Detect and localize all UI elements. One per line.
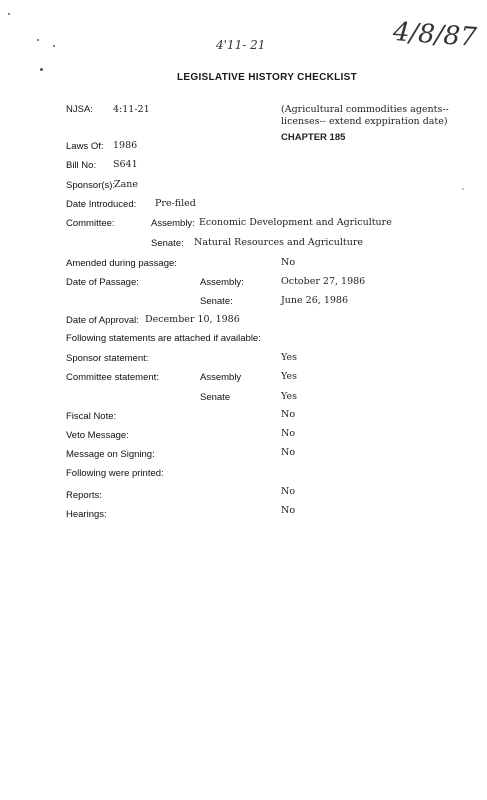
sponsor-statement-value: Yes	[281, 352, 297, 363]
committee-statement-assembly-value: Yes	[281, 371, 297, 382]
hearings-label: Hearings:	[66, 509, 107, 520]
laws-of-label: Laws Of:	[66, 141, 104, 152]
description-line2: licenses-- extend exppiration date)	[281, 116, 448, 127]
handwritten-statute: 4'11- 21	[216, 38, 266, 52]
scan-speck	[37, 39, 39, 41]
committee-statement-senate-value: Yes	[281, 391, 297, 402]
date-of-approval-label: Date of Approval:	[66, 315, 139, 326]
scan-speck	[40, 68, 43, 71]
scan-speck	[462, 188, 464, 190]
date-introduced-value: Pre-filed	[155, 198, 196, 209]
sponsors-value: Zane	[114, 179, 139, 190]
following-attached-heading: Following statements are attached if available:	[66, 333, 261, 344]
fiscal-note-value: No	[281, 409, 296, 420]
message-on-signing-value: No	[281, 447, 296, 458]
description-line1: (Agricultural commodities agents--	[281, 104, 449, 115]
committee-assembly-value: Economic Development and Agriculture	[199, 217, 392, 228]
laws-of-value: 1986	[113, 140, 138, 151]
scan-speck	[8, 13, 10, 15]
committee-statement-senate-label: Senate	[200, 392, 231, 403]
chapter: CHAPTER 185	[281, 132, 346, 143]
passage-assembly-label: Assembly:	[200, 277, 244, 288]
scan-speck	[53, 45, 55, 47]
following-printed-heading: Following were printed:	[66, 468, 164, 479]
sponsor-statement-label: Sponsor statement:	[66, 353, 149, 364]
bill-no-value: S641	[113, 159, 138, 170]
date-of-approval-value: December 10, 1986	[145, 314, 240, 325]
fiscal-note-label: Fiscal Note:	[66, 411, 117, 422]
page-title: LEGISLATIVE HISTORY CHECKLIST	[177, 72, 358, 83]
reports-value: No	[281, 486, 296, 497]
reports-label: Reports:	[66, 490, 102, 501]
committee-senate-value: Natural Resources and Agriculture	[194, 237, 364, 248]
committee-statement-label: Committee statement:	[66, 372, 159, 383]
njsa-value: 4:11-21	[113, 104, 150, 115]
date-of-passage-label: Date of Passage:	[66, 277, 139, 288]
committee-statement-assembly-label: Assembly	[200, 372, 242, 383]
committee-label: Committee:	[66, 218, 115, 229]
njsa-label: NJSA:	[66, 104, 93, 115]
date-introduced-label: Date Introduced:	[66, 199, 137, 210]
passage-senate-label: Senate:	[200, 296, 233, 307]
message-on-signing-label: Message on Signing:	[66, 449, 155, 460]
passage-assembly-value: October 27, 1986	[281, 276, 366, 287]
committee-senate-label: Senate:	[151, 238, 184, 249]
bill-no-label: Bill No:	[66, 160, 97, 171]
handwritten-date: 4/8/87	[392, 17, 478, 53]
passage-senate-value: June 26, 1986	[281, 295, 348, 306]
committee-assembly-label: Assembly:	[151, 218, 195, 229]
veto-message-label: Veto Message:	[66, 430, 129, 441]
amended-label: Amended during passage:	[66, 258, 177, 269]
amended-value: No	[281, 257, 296, 268]
sponsors-label: Sponsor(s):	[66, 180, 116, 191]
hearings-value: No	[281, 505, 296, 516]
veto-message-value: No	[281, 428, 296, 439]
